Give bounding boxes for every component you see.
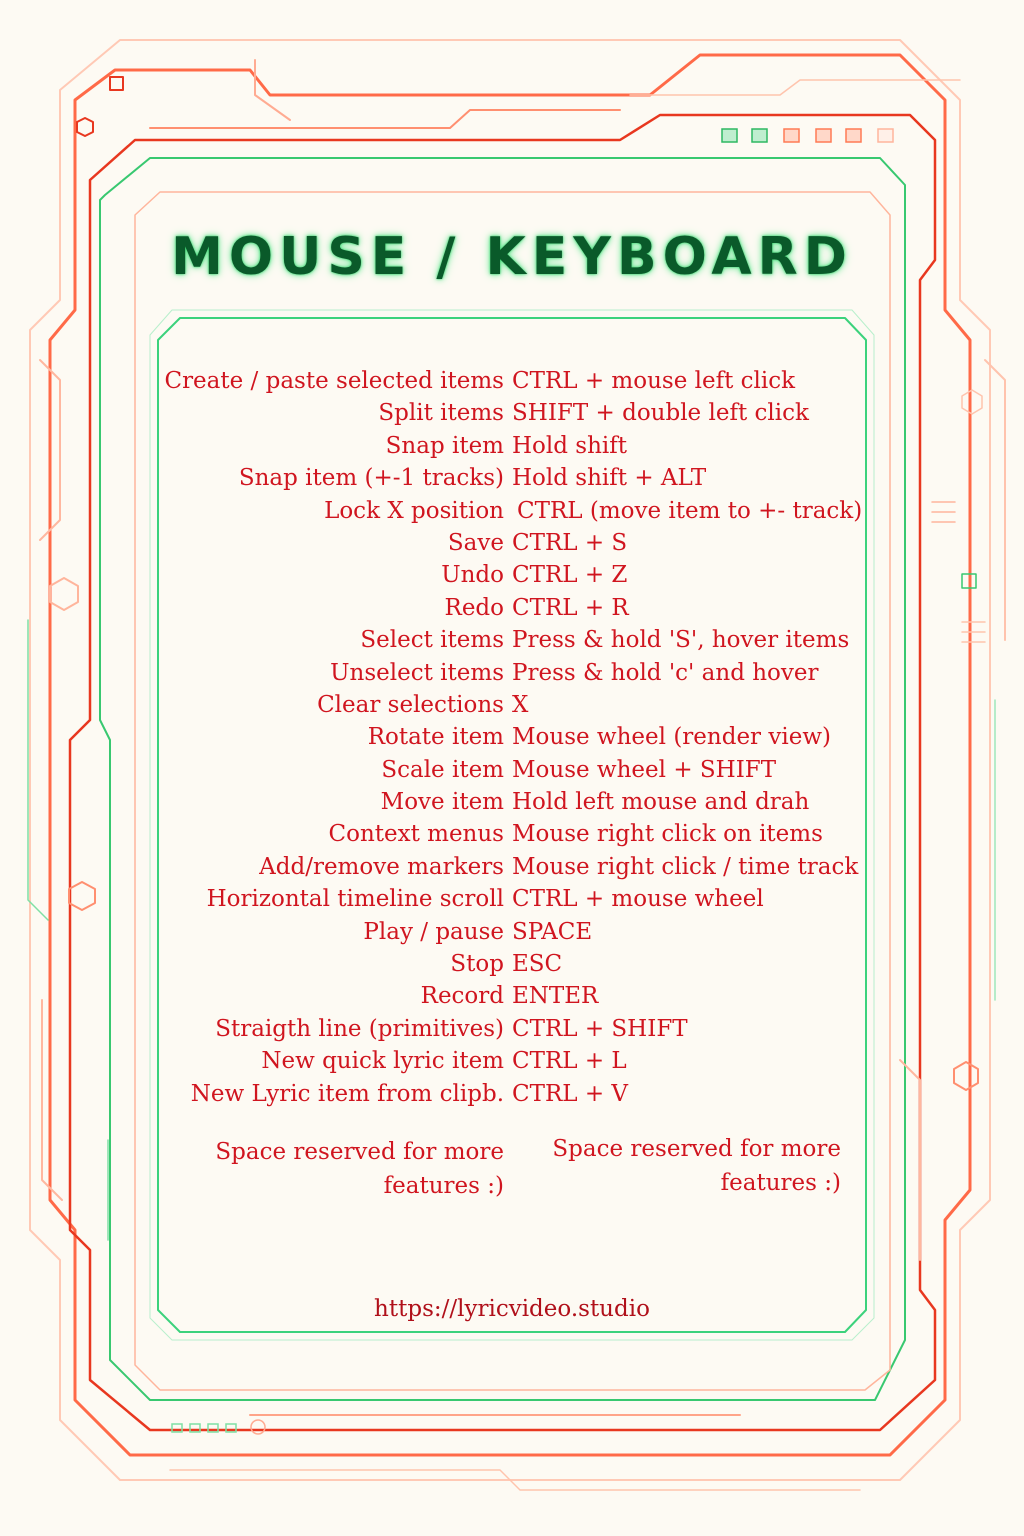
shortcut-keys: CTRL + mouse left click (512, 368, 796, 394)
shortcut-keys: Mouse right click / time track (512, 853, 859, 880)
shortcut-action: Clear selections (317, 691, 504, 718)
shortcut-row (0, 948, 1024, 980)
shortcut-keys: SHIFT + double left click (512, 400, 809, 427)
shortcut-keys: CTRL + mouse wheel (512, 886, 764, 913)
shortcut-row (0, 559, 1024, 591)
shortcut-row (0, 430, 1024, 462)
shortcut-row (0, 624, 1024, 656)
shortcut-action: Unselect items (330, 659, 504, 686)
page-title: MOUSE / KEYBOARD (171, 227, 853, 287)
shortcut-action: Straigth line (primitives) (215, 1015, 504, 1042)
shortcut-row (0, 721, 1024, 753)
shortcut-row (0, 1078, 1024, 1110)
shortcut-row (0, 818, 1024, 850)
reserved-note-left-line1: Space reserved for more (215, 1139, 504, 1165)
shortcut-action: Create / paste selected items (164, 368, 504, 394)
shortcut-action: Snap item (385, 432, 504, 459)
shortcut-action: Add/remove markers (259, 853, 504, 880)
shortcut-keys: ENTER (512, 983, 599, 1010)
shortcut-keys: Hold left mouse and drah (512, 789, 810, 816)
shortcut-row (0, 495, 1024, 527)
shortcut-keys: CTRL + V (512, 1080, 629, 1107)
shortcut-keys: Press & hold 'S', hover items (512, 627, 850, 654)
shortcut-keys: CTRL + SHIFT (512, 1015, 688, 1042)
shortcut-row (0, 883, 1024, 915)
shortcut-row (0, 365, 1024, 397)
reserved-note-left (184, 1135, 504, 1203)
shortcut-action: Lock X position (324, 497, 504, 524)
shortcut-action: Select items (360, 627, 504, 654)
shortcut-row (0, 657, 1024, 689)
shortcut-list (0, 365, 1024, 1110)
shortcut-keys: CTRL + L (512, 1048, 627, 1075)
shortcut-action: Split items (378, 400, 504, 427)
shortcut-action: Move item (380, 789, 504, 816)
shortcut-keys: SPACE (512, 918, 593, 945)
shortcut-keys: X (512, 691, 529, 718)
shortcut-action: Record (420, 983, 504, 1010)
shortcut-row (0, 397, 1024, 429)
shortcut-action: Horizontal timeline scroll (206, 886, 504, 913)
shortcut-row (0, 689, 1024, 721)
shortcut-row (0, 462, 1024, 494)
shortcut-keys: CTRL + R (512, 594, 629, 621)
shortcut-keys: Mouse wheel (render view) (512, 724, 831, 751)
shortcut-row (0, 980, 1024, 1012)
shortcut-action: Redo (444, 594, 504, 621)
shortcut-keys: Hold shift (512, 432, 628, 459)
shortcut-keys: Hold shift + ALT (512, 465, 707, 492)
shortcut-row (0, 592, 1024, 624)
shortcut-action: Undo (441, 562, 504, 589)
shortcut-row (0, 851, 1024, 883)
shortcut-action: Play / pause (363, 918, 504, 945)
shortcut-action: Snap item (+-1 tracks) (238, 465, 504, 492)
footer-url-link[interactable]: https://lyricvideo.studio (374, 1296, 650, 1322)
shortcut-keys: CTRL + Z (512, 562, 628, 589)
shortcut-keys: Mouse right click on items (512, 821, 823, 848)
shortcut-keys: ESC (512, 951, 563, 978)
shortcut-row (0, 1013, 1024, 1045)
shortcut-row (0, 916, 1024, 948)
shortcut-row (0, 754, 1024, 786)
shortcut-keys: CTRL (move item to +- track) (517, 497, 863, 524)
shortcut-action: Save (447, 529, 504, 556)
shortcut-keys: Press & hold 'c' and hover (512, 659, 819, 686)
shortcut-row (0, 1045, 1024, 1077)
reserved-note-right-line2: features :) (720, 1170, 841, 1196)
reserved-note-left-line2: features :) (383, 1173, 504, 1199)
shortcut-action: New Lyric item from clipb. (190, 1080, 504, 1107)
shortcut-action: Context menus (328, 821, 504, 848)
shortcut-keys: Mouse wheel + SHIFT (512, 756, 777, 783)
shortcut-row (0, 527, 1024, 559)
shortcut-action: Stop (450, 951, 504, 978)
shortcut-keys: CTRL + S (512, 529, 628, 556)
reserved-note-right-line1: Space reserved for more (552, 1136, 841, 1162)
reserved-note-right (521, 1132, 841, 1200)
shortcut-action: New quick lyric item (261, 1048, 504, 1075)
shortcut-action: Scale item (381, 756, 504, 783)
shortcut-row (0, 786, 1024, 818)
shortcut-action: Rotate item (367, 724, 504, 751)
